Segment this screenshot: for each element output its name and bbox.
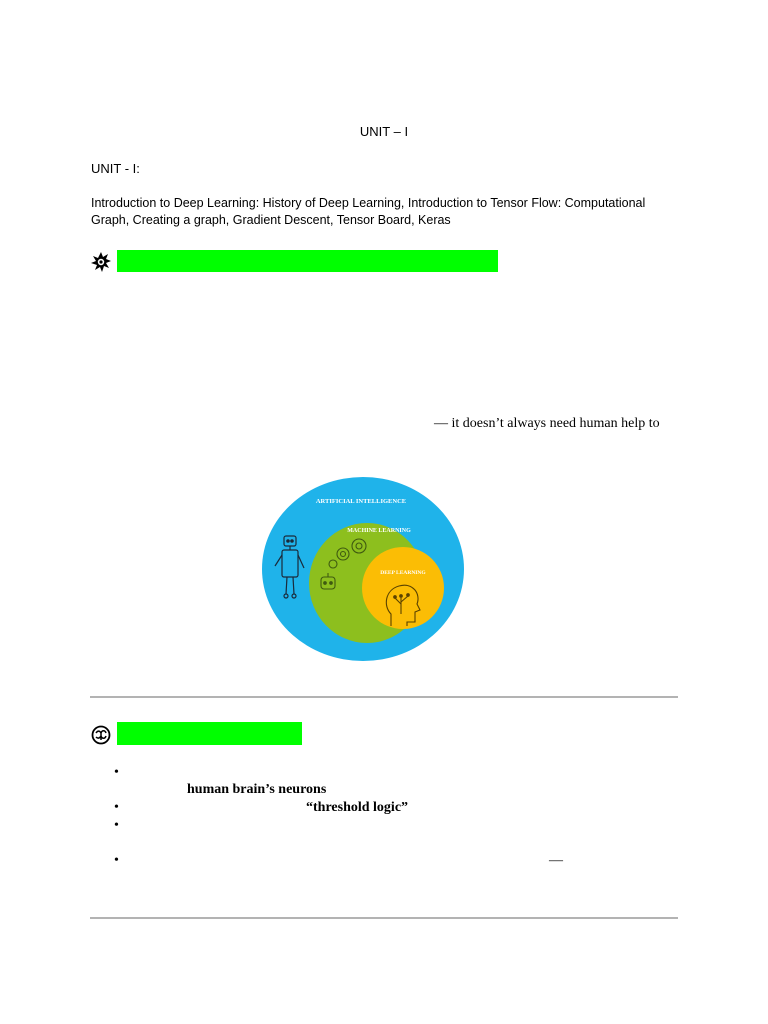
section-heading-highlight-2: [117, 722, 302, 745]
unit-title: UNIT – I: [359, 124, 409, 139]
horizontal-divider-2: [90, 917, 678, 919]
section-heading-highlight: [117, 250, 498, 272]
em-dash: —: [549, 853, 563, 868]
syllabus-text: Introduction to Deep Learning: History of Deep Learning, Introduction to Tensor Flow: Computational Graph, Creating a graph, Gradient Descent, Tensor Board, Keras: [91, 196, 646, 227]
brain-icon: [91, 725, 111, 745]
star-burst-icon: [91, 252, 111, 272]
bullet-marker: •: [114, 765, 119, 780]
horizontal-divider: [90, 696, 678, 698]
dl-circle: [362, 547, 444, 629]
ml-label: MACHINE LEARNING: [347, 528, 411, 534]
body-text-fragment: — it doesn’t always need human help to: [434, 416, 660, 431]
bullet-marker: •: [114, 818, 119, 833]
bold-phrase-neurons: human brain’s neurons: [187, 782, 327, 797]
bold-phrase-threshold-logic: “threshold logic”: [306, 800, 409, 815]
bullet-marker: •: [114, 853, 119, 868]
bullet-marker: •: [114, 800, 119, 815]
dl-label: DEEP LEARNING: [380, 570, 426, 576]
ai-ml-dl-diagram: [261, 476, 465, 662]
ai-label: ARTIFICIAL INTELLIGENCE: [315, 498, 407, 505]
unit-label: UNIT - I:: [91, 161, 140, 176]
